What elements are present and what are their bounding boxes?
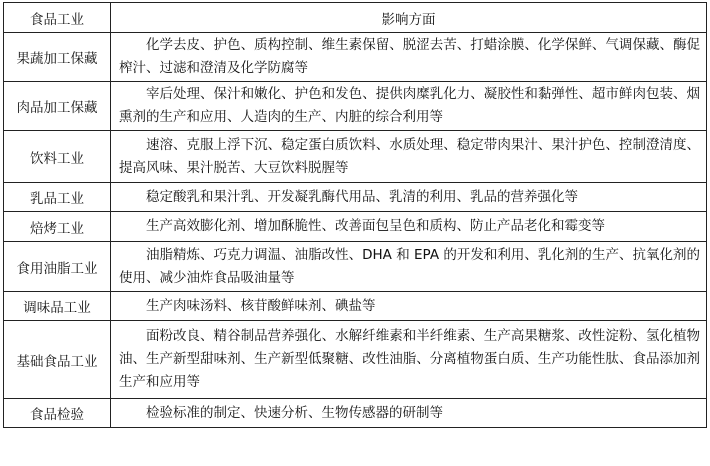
table-row [4, 183, 707, 212]
impact-cell: 速溶、克服上浮下沉、稳定蛋白质饮料、水质处理、稳定带肉果汁、果汁护色、控制澄清度、提高风味、果汁脱苦、大豆饮料脱腥等 [111, 131, 707, 183]
impact-cell: 稳定酸乳和果汁乳、开发凝乳酶代用品、乳清的利用、乳品的营养强化等 [111, 183, 707, 212]
industry-cell: 食品检验 [4, 399, 111, 428]
table-row [4, 131, 707, 183]
table-row [4, 33, 707, 82]
impact-cell: 生产高效膨化剂、增加酥脆性、改善面包呈色和质构、防止产品老化和霉变等 [111, 212, 707, 242]
impact-cell: 检验标准的制定、快速分析、生物传感器的研制等 [111, 399, 707, 428]
impact-cell: 油脂精炼、巧克力调温、油脂改性、DHA 和 EPA 的开发和利用、乳化剂的生产、抗氧化剂的使用、减少油炸食品吸油量等 [111, 242, 707, 292]
table-row [4, 212, 707, 242]
table-header-row [4, 3, 707, 33]
table-row [4, 242, 707, 292]
impact-cell: 宰后处理、保汁和嫩化、护色和发色、提供肉糜乳化力、凝胶性和黏弹性、超市鲜肉包装、烟熏剂的生产和应用、人造肉的生产、内脏的综合利用等 [111, 82, 707, 131]
impact-cell: 生产肉味汤料、核苷酸鲜味剂、碘盐等 [111, 292, 707, 321]
impact-cell: 化学去皮、护色、质构控制、维生素保留、脱涩去苦、打蜡涂膜、化学保鲜、气调保藏、酶促榨汁、过滤和澄清及化学防腐等 [111, 33, 707, 82]
industry-cell: 果蔬加工保藏 [4, 33, 111, 82]
header-impact: 影响方面 [111, 3, 707, 33]
industry-cell: 调味品工业 [4, 292, 111, 321]
table-row [4, 321, 707, 399]
table-row [4, 292, 707, 321]
food-chemistry-impact-table [3, 2, 707, 428]
industry-cell: 基础食品工业 [4, 321, 111, 399]
industry-cell: 焙烤工业 [4, 212, 111, 242]
industry-cell: 肉品加工保藏 [4, 82, 111, 131]
industry-cell: 乳品工业 [4, 183, 111, 212]
industry-cell: 食用油脂工业 [4, 242, 111, 292]
impact-cell: 面粉改良、精谷制品营养强化、水解纤维素和半纤维素、生产高果糖浆、改性淀粉、氢化植物油、生产新型甜味剂、生产新型低聚糖、改性油脂、分离植物蛋白质、生产功能性肽、食品添加剂生产和应用等 [111, 321, 707, 399]
food-chemistry-impact-table-container [3, 2, 706, 428]
industry-cell: 饮料工业 [4, 131, 111, 183]
table-row [4, 82, 707, 131]
table-row [4, 399, 707, 428]
header-industry: 食品工业 [4, 3, 111, 33]
